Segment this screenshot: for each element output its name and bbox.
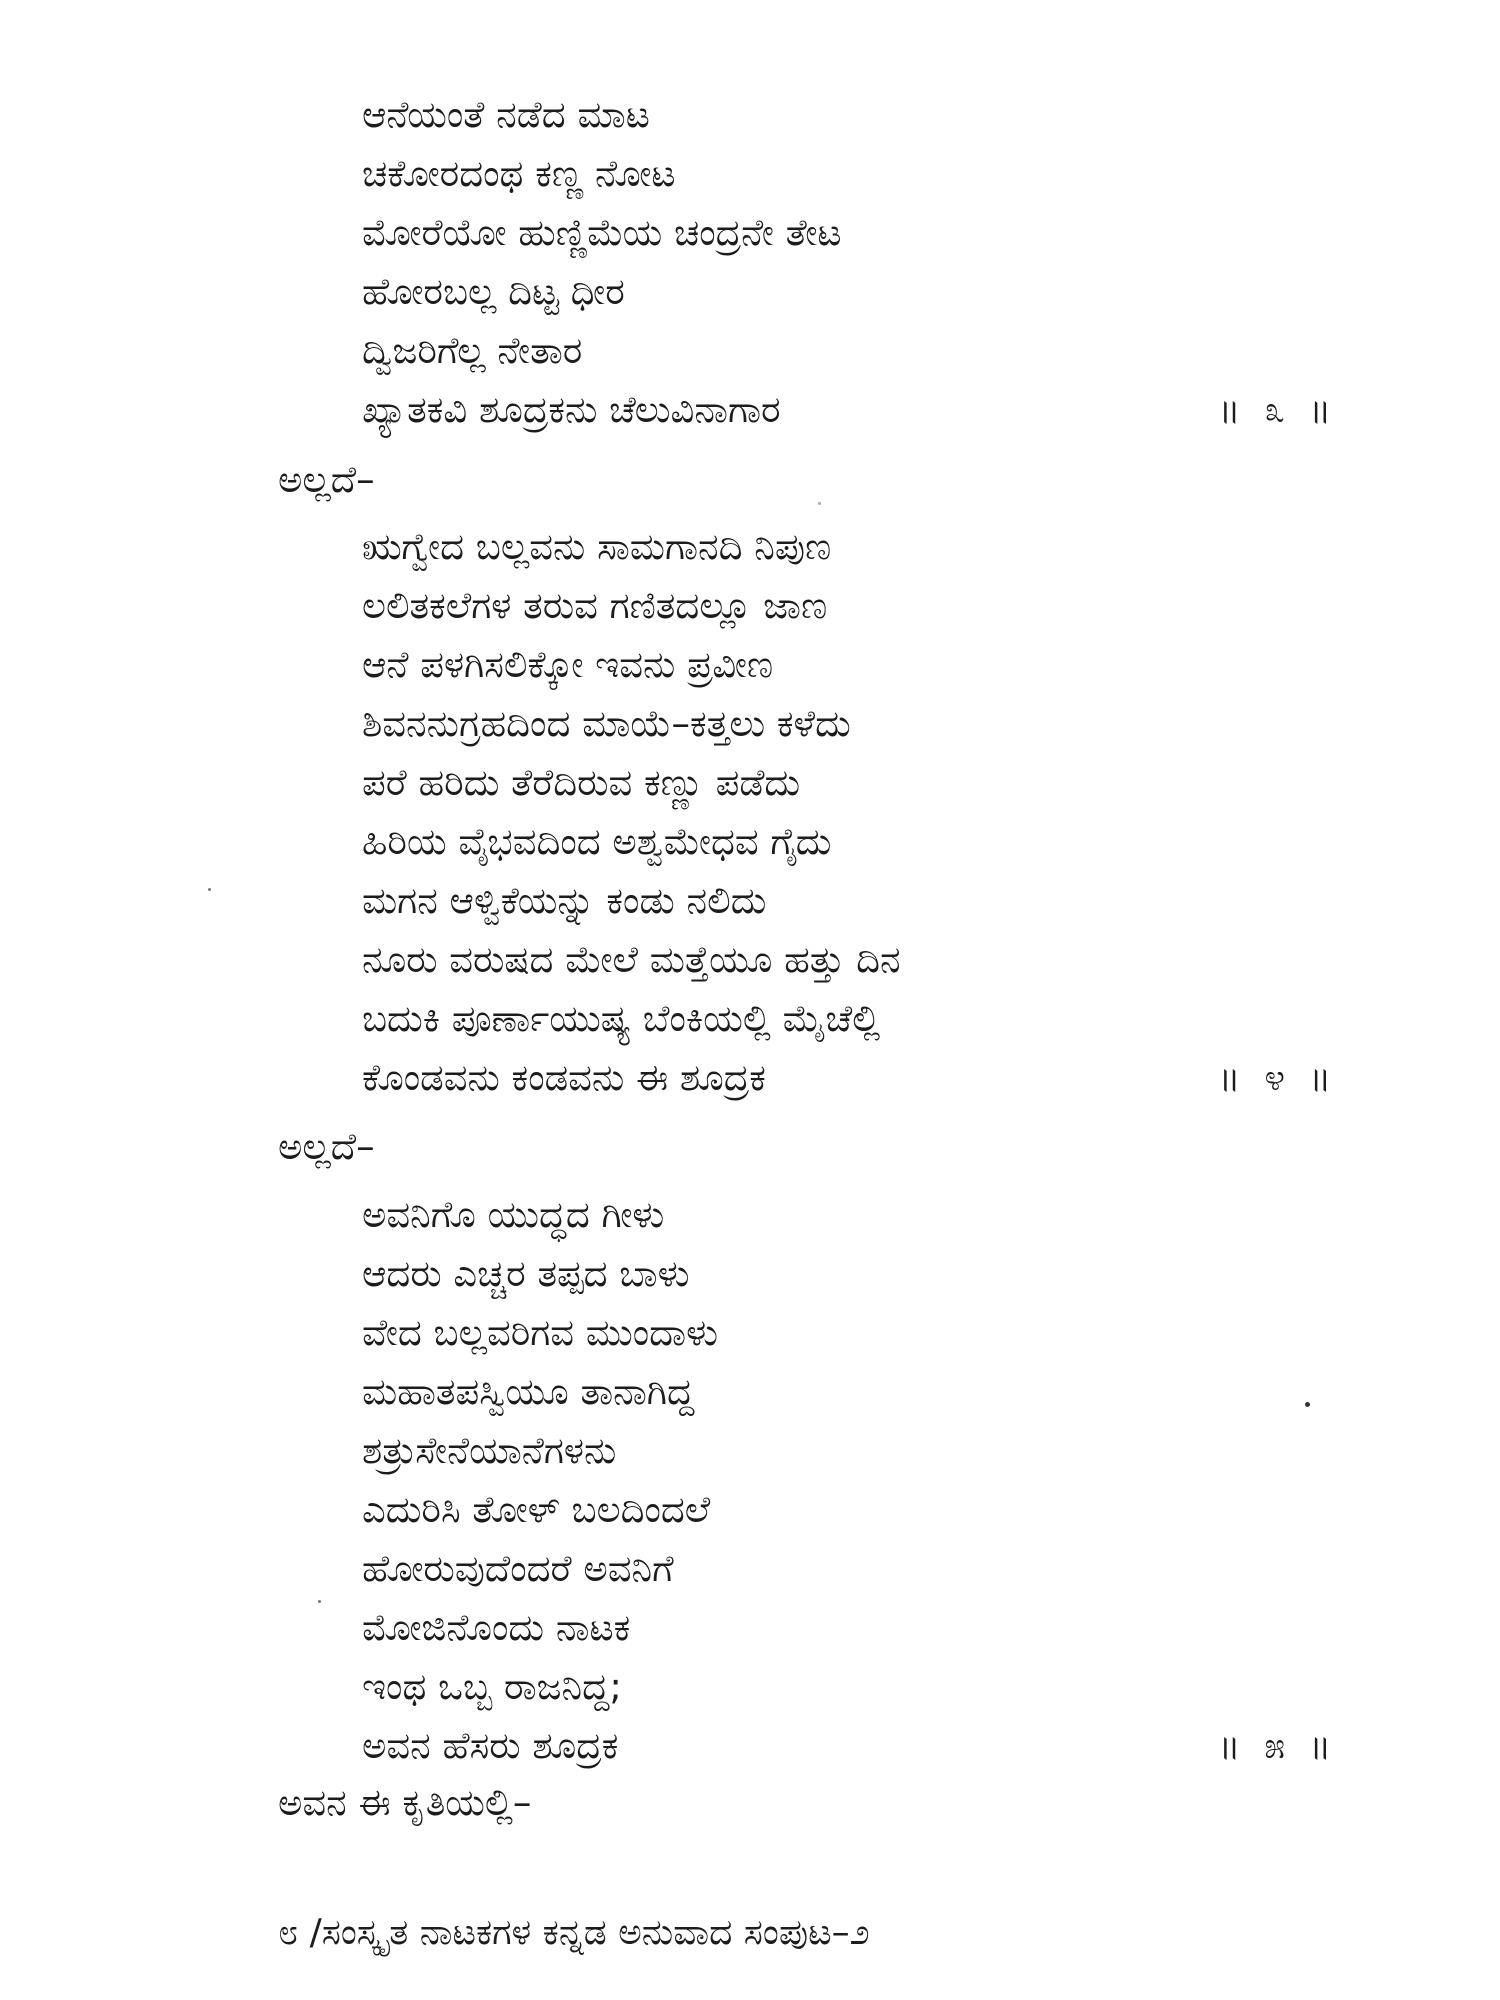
verse-line: ಬದುಕಿ ಪೂರ್ಣಾಯುಷ್ಯ ಬೆಂಕಿಯಲ್ಲಿ ಮೈಚೆಲ್ಲಿ <box>362 997 881 1040</box>
verse-line: ಪರೆ ಹರಿದು ತೆರೆದಿರುವ ಕಣ್ಣು ಪಡೆದು <box>362 761 801 804</box>
verse-line: ಹೋರಬಲ್ಲ ದಿಟ್ಟ ಧೀರ <box>362 270 625 313</box>
closing-line: ಅವನ ಈ ಕೃತಿಯಲ್ಲಿ– <box>278 1781 532 1824</box>
verse-number: ॥ ೫ ॥ <box>1218 1724 1338 1767</box>
verse-line: ಅವನಿಗೊ ಯುದ್ಧದ ಗೀಳು <box>362 1193 665 1236</box>
verse-line: ಇಂಥ ಒಬ್ಬ ರಾಜನಿದ್ದ; <box>362 1665 622 1708</box>
verse-number: ॥ ೪ ॥ <box>1218 1056 1338 1099</box>
verse-line: ಹಿರಿಯ ವೈಭವದಿಂದ ಅಶ್ವಮೇಧವ ಗೈದು <box>362 820 832 863</box>
verse-line: ನೂರು ವರುಷದ ಮೇಲೆ ಮತ್ತೆಯೂ ಹತ್ತು ದಿನ <box>362 938 901 981</box>
verse-line: ಆದರು ಎಚ್ಚರ ತಪ್ಪದ ಬಾಳು <box>362 1252 690 1295</box>
verse-line: ಆನೆಯಂತೆ ನಡೆದ ಮಾಟ <box>362 93 650 136</box>
stanza-intro: ಅಲ್ಲದೆ– <box>278 458 375 501</box>
scan-speck <box>208 888 211 891</box>
page-footer: ೮ /ಸಂಸ್ಕೃತ ನಾಟಕಗಳ ಕನ್ನಡ ಅನುವಾದ ಸಂಪುಟ–೨ <box>278 1912 870 1953</box>
verse-line: ಖ್ಯಾತಕವಿ ಶೂದ್ರಕನು ಚೆಲುವಿನಾಗಾರ <box>362 388 781 431</box>
scan-speck <box>318 1600 321 1603</box>
verse-line: ಅವನ ಹೆಸರು ಶೂದ್ರಕ <box>362 1724 619 1767</box>
verse-line: ಶತ್ರುಸೇನೆಯಾನೆಗಳನು <box>362 1429 617 1472</box>
verse-line: ಕೊಂಡವನು ಕಂಡವನು ಈ ಶೂದ್ರಕ <box>362 1056 766 1099</box>
verse-line: ಆನೆ ಪಳಗಿಸಲಿಕ್ಕೋ ಇವನು ಪ್ರವೀಣ <box>362 643 774 686</box>
verse-line: ಶಿವನನುಗ್ರಹದಿಂದ ಮಾಯೆ–ಕತ್ತಲು ಕಳೆದು <box>362 702 851 745</box>
verse-line: ಲಲಿತಕಲೆಗಳ ತರುವ ಗಣಿತದಲ್ಲೂ ಜಾಣ <box>362 584 828 627</box>
verse-line: ಎದುರಿಸಿ ತೋಳ್ ಬಲದಿಂದಲೆ <box>362 1488 711 1531</box>
verse-line: ದ್ವಿಜರಿಗೆಲ್ಲ ನೇತಾರ <box>362 329 583 372</box>
stanza-intro: ಅಲ್ಲದೆ– <box>278 1125 375 1168</box>
verse-line: ಮೋರೆಯೋ ಹುಣ್ಣಿಮೆಯ ಚಂದ್ರನೇ ತೇಟ <box>362 211 842 254</box>
verse-line: ಋಗ್ವೇದ ಬಲ್ಲವನು ಸಾಮಗಾನದಿ ನಿಪುಣ <box>362 525 832 568</box>
verse-line: ಹೋರುವುದೆಂದರೆ ಅವನಿಗೆ <box>362 1547 674 1590</box>
verse-line: ವೇದ ಬಲ್ಲವರಿಗವ ಮುಂದಾಳು <box>362 1311 718 1354</box>
verse-number: ॥ ೩ ॥ <box>1218 388 1338 431</box>
verse-line: ಚಕೋರದಂಥ ಕಣ್ಣ ನೋಟ <box>362 152 676 195</box>
verse-line: ಮಹಾತಪಸ್ವಿಯೂ ತಾನಾಗಿದ್ದ <box>362 1370 695 1413</box>
scan-speck <box>1305 1402 1310 1407</box>
verse-line: ಮೋಜಿನೊಂದು ನಾಟಕ <box>362 1606 631 1649</box>
scan-speck <box>818 502 821 505</box>
verse-line: ಮಗನ ಆಳ್ವಿಕೆಯನ್ನು ಕಂಡು ನಲಿದು <box>362 879 767 922</box>
